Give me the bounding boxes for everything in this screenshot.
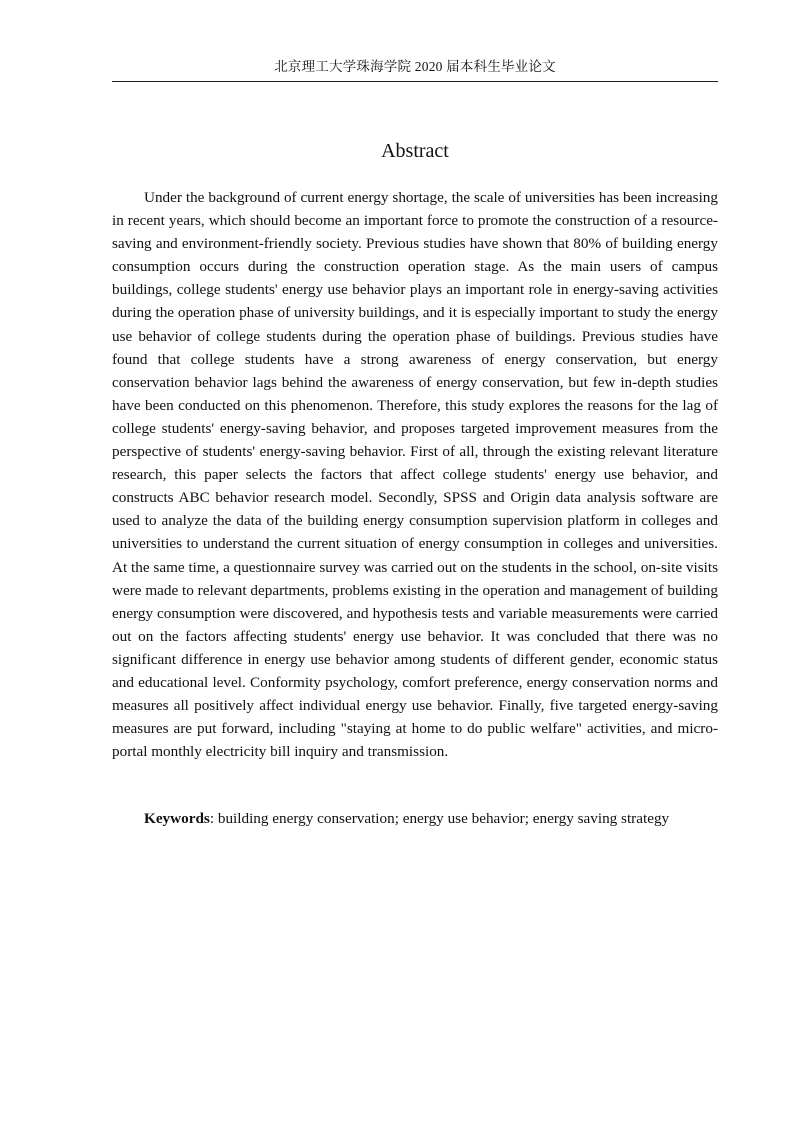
header-divider xyxy=(112,81,718,82)
keywords-label: Keywords xyxy=(144,810,210,827)
keywords-separator: : xyxy=(209,810,215,827)
abstract-body: Under the background of current energy shortage, the scale of universities has been increasing in recent years, which should become an important force to promote the construction of a resource-saving and environment-friendly society. Previous studies have shown that 80% of building energy consumption occurs during the construction operation stage. As the main users of campus buildings, college students' energy use behavior plays an important role in energy-saving activities during the operation phase of university buildings, and it is especially important to study the energy use behavior of college students during the operation phase of buildings. Previous studies have found that college students have a strong awareness of energy conservation, but energy conservation behavior lags behind the awareness of energy conservation, but few in-depth studies have been conducted on this phenomenon. Therefore, this study explores the reasons for the lag of college students' energy-saving behavior, and proposes targeted improvement measures from the perspective of students' energy-saving behavior. First of all, through the existing relevant literature research, this paper selects the factors that affect college students' energy use behavior, and constructs ABC behavior research model. Secondly, SPSS and Origin data analysis software are used to analyze the data of the building energy consumption supervision platform in colleges and universities to understand the current situation of energy consumption in colleges and universities. At the same time, a questionnaire survey was carried out on the students in the school, on-site visits were made to relevant departments, problems existing in the operation and management of building energy consumption were discovered, and hypothesis tests and variable measurements were carried out on the factors affecting students' energy use behavior. It was concluded that there was no significant difference in energy use behavior among students of different gender, economic status and educational level. Conformity psychology, comfort preference, energy conservation norms and measures all positively affect individual energy use behavior. Finally, five targeted energy-saving measures are put forward, including "staying at home to do public welfare" activities, and micro-portal monthly electricity bill inquiry and transmission. xyxy=(112,189,718,761)
keywords-line xyxy=(112,807,718,830)
abstract-title: Abstract xyxy=(381,140,449,162)
running-header: 北京理工大学珠海学院 2020 届本科生毕业论文 xyxy=(274,59,556,74)
keywords-text: building energy conservation; energy use behavior; energy saving strategy xyxy=(214,810,670,827)
